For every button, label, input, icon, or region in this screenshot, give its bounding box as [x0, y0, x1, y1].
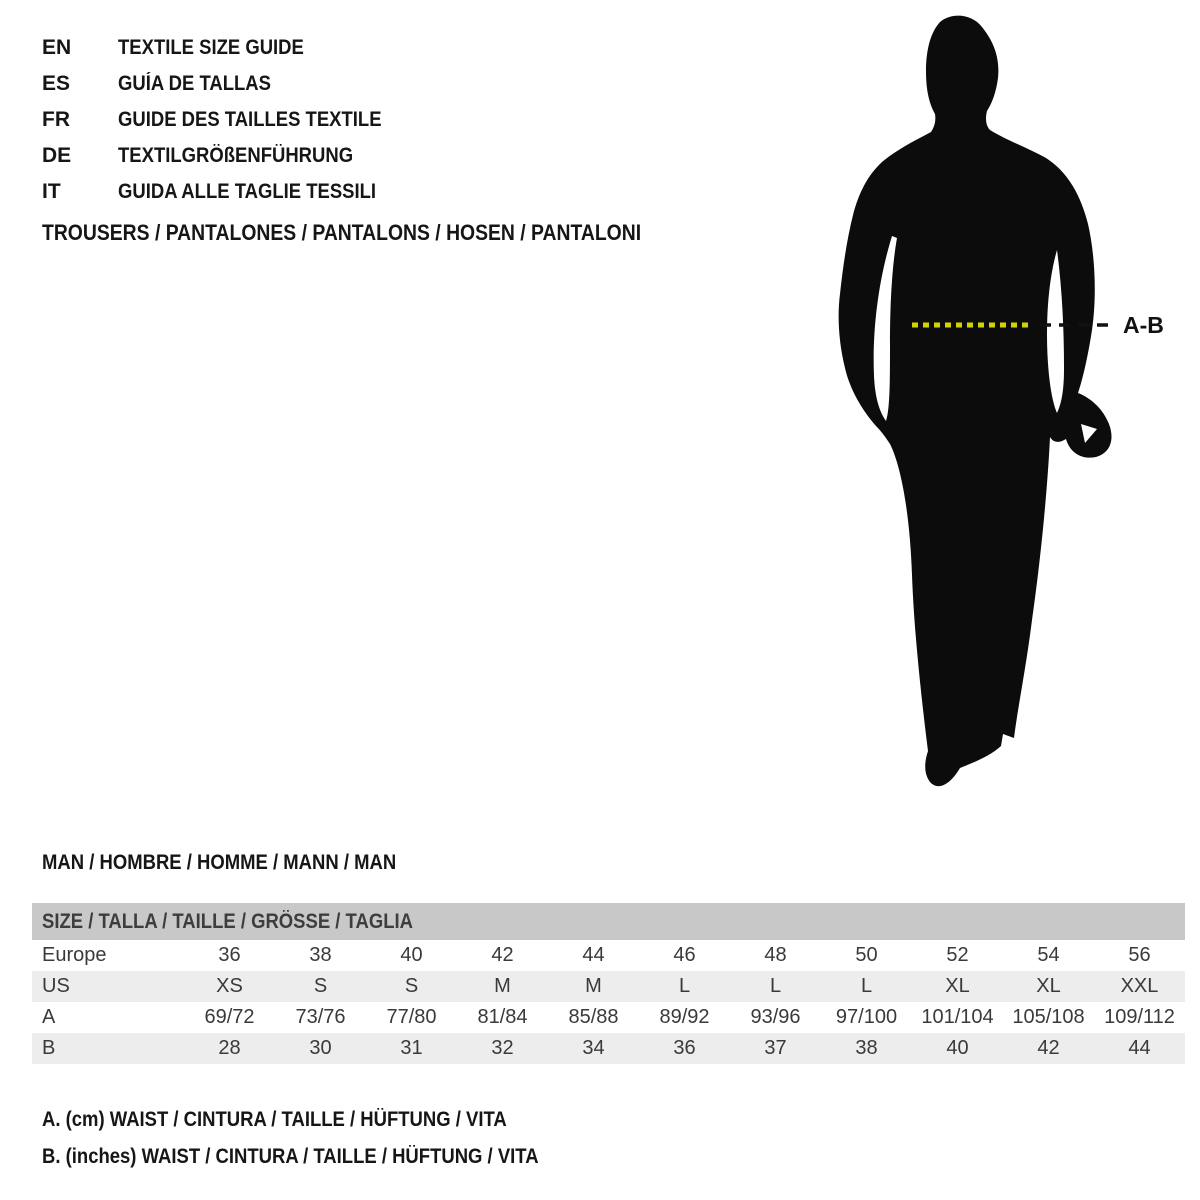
language-label-text: TEXTILGRÖßENFÜHRUNG: [118, 144, 354, 167]
row-cell: 85/88: [568, 1006, 619, 1028]
row-label: US: [42, 975, 70, 997]
table-row-b: [32, 1033, 1185, 1064]
language-label-text: GUIDE DES TAILLES TEXTILE: [118, 108, 382, 131]
row-cell: M: [494, 975, 511, 997]
row-cell: 109/112: [1104, 1006, 1175, 1028]
row-cell: 81/84: [477, 1006, 528, 1028]
section-title: [42, 851, 444, 875]
language-code: DE: [42, 144, 72, 167]
language-row-fr: [42, 102, 417, 138]
legend-line-2: [42, 1145, 606, 1182]
row-cell: 40: [400, 944, 423, 966]
row-cell: 93/96: [750, 1006, 801, 1028]
table-row-us: [32, 971, 1185, 1002]
row-cell: 42: [1037, 1037, 1060, 1059]
category-title-text: TROUSERS / PANTALONES / PANTALONS / HOSEN / PANTALONI: [42, 220, 642, 245]
row-cell: 105/108: [1012, 1006, 1085, 1028]
row-cell: 46: [673, 944, 696, 966]
row-cell: M: [585, 975, 602, 997]
language-label: [118, 144, 385, 168]
row-cell: 50: [855, 944, 878, 966]
row-cell: 30: [309, 1037, 332, 1059]
language-code: EN: [42, 36, 72, 59]
row-cell: 40: [946, 1037, 969, 1059]
row-cell: 31: [400, 1037, 423, 1059]
row-cell: 36: [673, 1037, 696, 1059]
row-cell: 48: [764, 944, 787, 966]
man-silhouette-figure: [820, 0, 1200, 800]
legend-line-1: [42, 1108, 606, 1145]
category-title: [42, 220, 723, 246]
measure-label: A-B: [1123, 312, 1164, 338]
language-label: [118, 36, 329, 60]
row-label: B: [42, 1037, 56, 1059]
row-cell: 38: [855, 1037, 878, 1059]
size-table-rows: [32, 940, 1185, 1064]
language-label-text: GUIDA ALLE TAGLIE TESSILI: [118, 180, 377, 203]
row-cell: XL: [945, 975, 970, 997]
row-cell: S: [313, 975, 328, 997]
row-cell: 101/104: [921, 1006, 994, 1028]
row-cell: 97/100: [835, 1006, 898, 1028]
row-label: Europe: [42, 944, 107, 966]
legend-line-text: B. (inches) WAIST / CINTURA / TAILLE / HÜFTUNG / VITA: [42, 1145, 539, 1168]
row-cell: 56: [1128, 944, 1151, 966]
row-cell: 54: [1037, 944, 1060, 966]
row-cell: 44: [582, 944, 605, 966]
legend-line-text: A. (cm) WAIST / CINTURA / TAILLE / HÜFTUNG / VITA: [42, 1108, 507, 1131]
measurement-legend: [42, 1108, 606, 1182]
size-table-header: [32, 903, 1185, 940]
row-cell: 69/72: [204, 1006, 255, 1028]
row-cell: 73/76: [295, 1006, 346, 1028]
row-cell: L: [678, 975, 691, 997]
row-cell: 36: [218, 944, 241, 966]
row-cell: 28: [218, 1037, 241, 1059]
language-list: [42, 30, 417, 210]
language-code: FR: [42, 108, 70, 131]
row-cell: 77/80: [386, 1006, 437, 1028]
language-row-de: [42, 138, 417, 174]
row-cell: L: [860, 975, 873, 997]
man-silhouette-icon: [820, 0, 1200, 800]
row-cell: 42: [491, 944, 514, 966]
language-row-en: [42, 30, 417, 66]
row-cell: 44: [1128, 1037, 1151, 1059]
row-cell: XL: [1036, 975, 1061, 997]
section-title-text: MAN / HOMBRE / HOMME / MANN / MAN: [42, 851, 397, 874]
row-cell: XXL: [1120, 975, 1159, 997]
table-row-europe: [32, 940, 1185, 971]
language-code: IT: [42, 180, 61, 203]
row-cell: 38: [309, 944, 332, 966]
table-row-a: [32, 1002, 1185, 1033]
language-row-it: [42, 174, 417, 210]
row-cell: 34: [582, 1037, 605, 1059]
language-label: [118, 72, 292, 96]
language-label: [118, 108, 417, 132]
row-cell: S: [404, 975, 419, 997]
row-cell: L: [769, 975, 782, 997]
size-table-header-text: SIZE / TALLA / TAILLE / GRÖSSE / TAGLIA: [42, 910, 413, 933]
language-label: [118, 180, 411, 204]
language-code: ES: [42, 72, 71, 95]
row-cell: 32: [491, 1037, 514, 1059]
language-label-text: TEXTILE SIZE GUIDE: [118, 36, 304, 59]
language-label-text: GUÍA DE TALLAS: [118, 72, 271, 95]
row-label: A: [42, 1006, 56, 1028]
row-cell: XS: [216, 975, 243, 997]
language-row-es: [42, 66, 417, 102]
row-cell: 52: [946, 944, 969, 966]
row-cell: 37: [764, 1037, 787, 1059]
row-cell: 89/92: [659, 1006, 710, 1028]
